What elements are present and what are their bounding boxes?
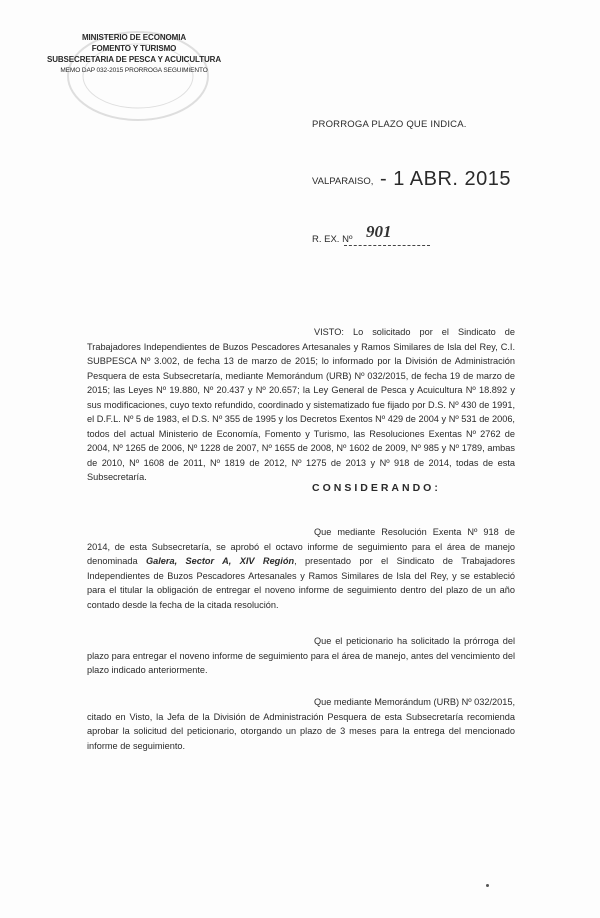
header-ministry: MINISTERIO DE ECONOMIA: [81, 33, 187, 42]
place-label: VALPARAISO,: [312, 176, 374, 187]
header-ministry-sub: FOMENTO Y TURISMO: [91, 44, 177, 53]
header-subsecretaria: SUBSECRETARIA DE PESCA Y ACUICULTURA: [46, 55, 222, 64]
considerando-p1-text-a: Que mediante Resolución Exenta Nº 918 de 2014, de esta Subsecretaría, se aprobó el octavo informe de seguimiento para el área de manejo denominada: [87, 527, 515, 566]
header-memo-ref: MEMO DAP 032-2015 PRORROGA SEGUIMIENTO: [60, 67, 208, 74]
considerando-heading: CONSIDERANDO:: [312, 482, 441, 494]
considerando-paragraph-2: Que el peticionario ha solicitado la prórroga del plazo para entregar el noveno informe de seguimiento para el área de manejo, antes del vencimiento del plazo indicado anteriormente.: [87, 636, 515, 675]
area-name: Galera, Sector A, XIV Región: [145, 556, 295, 566]
considerando-paragraph-3: Que mediante Memorándum (URB) Nº 032/2015, citado en Visto, la Jefa de la División de Administración Pesquera de esta Subsecretaría recomienda aprobar la solicitud del peticionario, otorgando un plazo de 3 meses para la entrega del mencionado informe de seguimiento.: [87, 697, 515, 751]
ministry-header: [34, 32, 234, 76]
visto-paragraph: VISTO: Lo solicitado por el Sindicato de Trabajadores Independientes de Buzos Pescadores Artesanales y Ramos Similares de Isla del Rey, C.I. SUBPESCA Nº 3.002, de fecha 13 de marzo de 2015; lo informado por la División de Administración Pesquera de esta Subsecretaría, mediante Memorándum (URB) Nº 032/2015, de fecha 19 de marzo de 2015; las Leyes Nº 19.880, Nº 20.437 y Nº 20.657; la Ley General de Pesca y Acuicultura Nº 18.892 y sus modificaciones, cuyo texto refundido, coordinado y sistematizado fue fijado por D.S. Nº 430 de 1991, el D.F.L. Nº 5 de 1983, el D.S. Nº 355 de 1995 y los Decretos Exentos Nº 429 de 2004 y Nº 531 de 2006, todos del actual Ministerio de Economía, Fomento y Turismo, las Resoluciones Exentas Nº 2762 de 2004, Nº 1265 de 2006, Nº 1228 de 2007, Nº 1655 de 2008, Nº 1602 de 2009, Nº 985 y Nº 1789, ambas de 2010, Nº 1608 de 2011, Nº 1819 de 2012, Nº 1275 de 2013 y Nº 918 de 2014, todas de esta Subsecretaría.: [87, 327, 515, 482]
scan-mark: [486, 884, 489, 887]
document-subject: PRORROGA PLAZO QUE INDICA.: [312, 119, 467, 130]
date-stamp: - 1 ABR. 2015: [380, 168, 512, 190]
considerando-p1-text-b: , presentado por el Sindicato de Trabajadores Independientes de Buzos Pescadores Artesanales y Ramos Similares de Isla del Rey, y se estableció para el titular la obligación de entregar el noveno informe de seguimiento dentro del plazo de un año contado desde la fecha de la citada resolución.: [87, 556, 516, 610]
resolution-number-line: [344, 245, 430, 246]
considerando-paragraph-1: [87, 525, 515, 612]
resolution-label: R. EX. Nº: [312, 234, 353, 245]
resolution-number: 901: [366, 222, 392, 241]
